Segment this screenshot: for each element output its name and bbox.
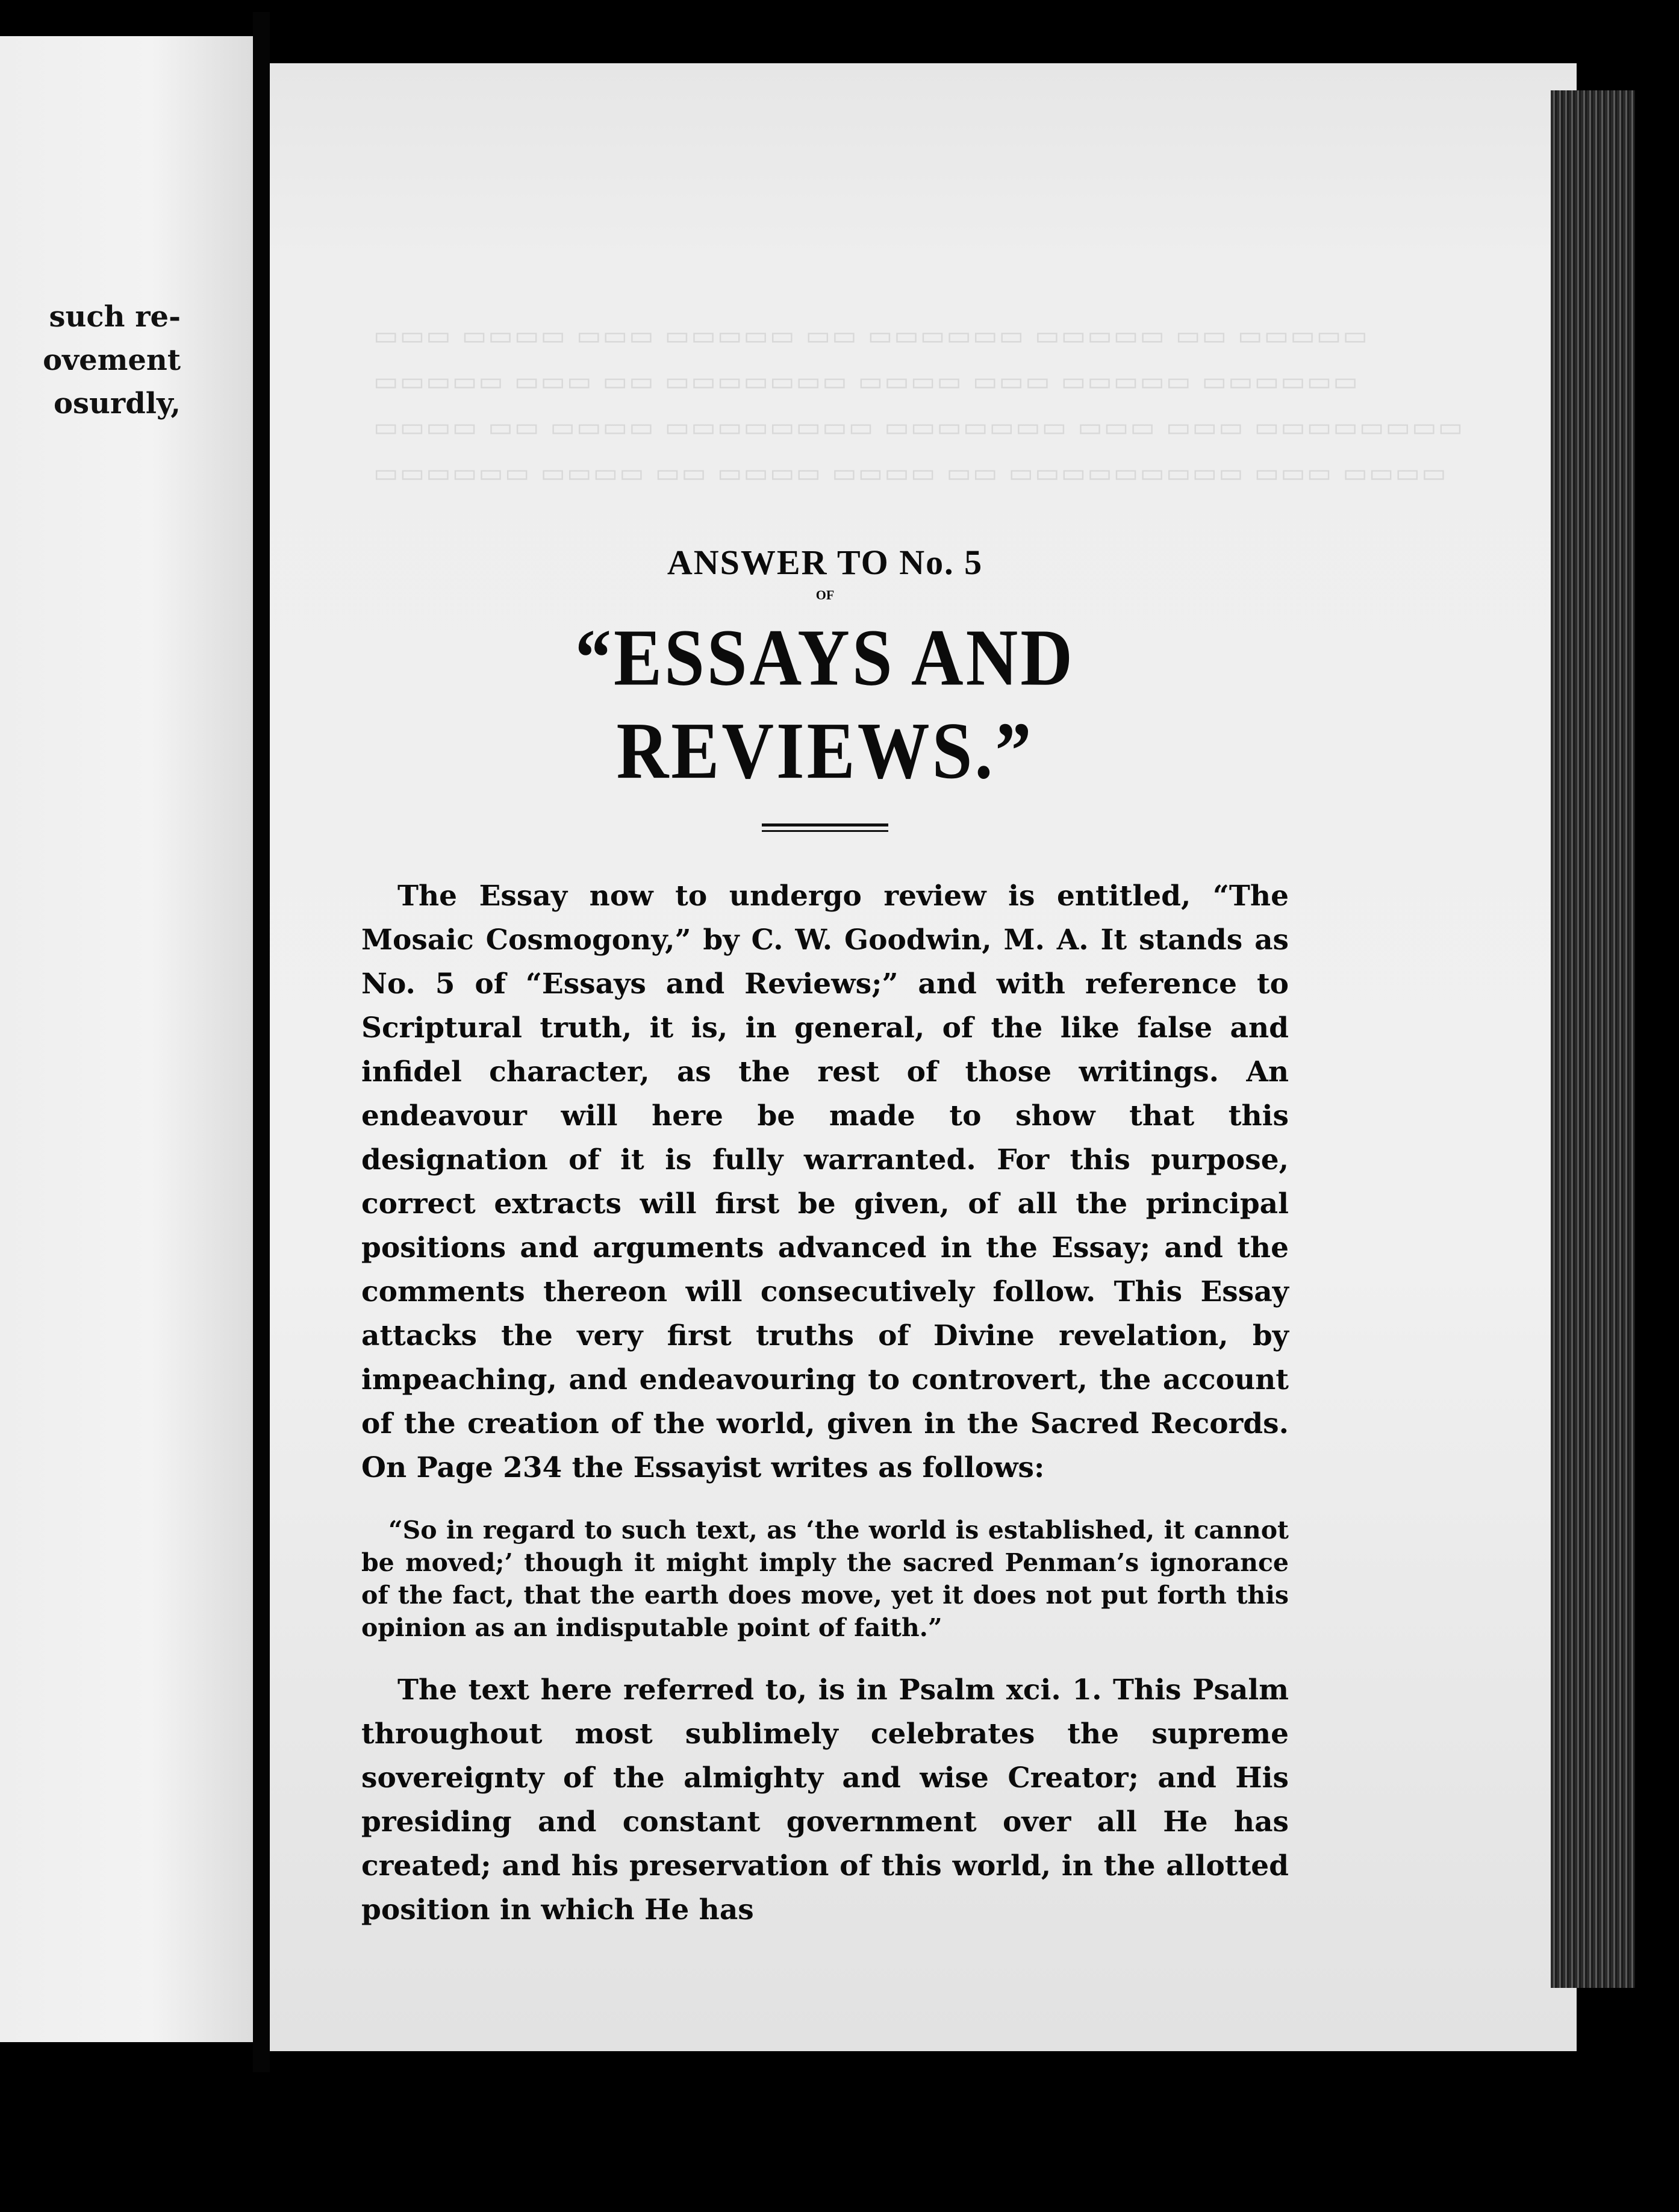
double-rule [762, 823, 888, 832]
essay-title: “ESSAYS AND REVIEWS.” [575, 612, 1075, 796]
body-paragraph-2: The text here referred to, is in Psalm xci. 1. This Psalm throughout most sublimely celebrates the supreme sovereignty of the almighty and wise Creator; and His presiding and constant government over all He has created; and his preservation of this world, in the allotted position in which He has [361, 1673, 1289, 1926]
previous-page [0, 36, 253, 2042]
fragment-line-3: osurdly, [53, 387, 181, 420]
previous-page-text [0, 295, 181, 425]
of-word: OF [815, 587, 835, 602]
title-rule [361, 823, 1289, 832]
page-content [361, 542, 1289, 1932]
page-block-edge [1551, 90, 1635, 1988]
fragment-line-2: ovement [43, 343, 181, 377]
fragment-line-1: such re- [49, 300, 181, 334]
book-gutter [253, 12, 270, 2072]
body-paragraph-1: The Essay now to undergo review is entitled, “The Mosaic Cosmogony,” by C. W. Goodwin, M. A. It stands as No. 5 of “Essays and Reviews;” and with reference to Scriptural truth, it is, in general, of the like false and infidel character, as the rest of those writings. An endeavour will here be made to show that this designation of it is fully warranted. For this purpose, correct extracts will first be given, of all the principal positions and arguments advanced in the Essay; and the comments thereon will consecutively follow. This Essay attacks the very first truths of Divine revelation, by impeaching, and endeavouring to controvert, the account of the creation of the world, given in the Sacred Records. On Page 234 the Essayist writes as follows: [361, 879, 1289, 1484]
bleed-through-texture: ▭▭▭ ▭▭▭▭ ▭▭▭ ▭▭▭▭▭ ▭▭ ▭▭▭▭▭▭ ▭▭▭▭▭ ▭▭ ▭▭▭▭▭ ▭▭▭▭▭ ▭▭▭ ▭▭ ▭▭▭▭▭▭▭ ▭▭▭▭ ▭▭▭ ▭▭▭▭▭ ▭▭▭▭▭▭ ▭▭▭▭ ▭▭ ▭▭▭▭ ▭▭▭▭▭▭▭▭ ▭▭▭▭▭▭▭ ▭▭▭ ▭▭▭ ▭▭▭▭▭▭▭▭ ▭▭▭▭▭▭ ▭▭▭▭ ▭▭ ▭▭▭▭ ▭▭▭▭ ▭▭ ▭▭▭▭▭▭▭▭▭ ▭▭▭ ▭▭▭▭ [373, 320, 1465, 489]
block-quote: “So in regard to such text, as ‘the world is established, it cannot be moved;’ though it might imply the sacred Penman’s ignorance of the fact, that the earth does move, yet it does not put forth this opinion as an indisputable point of faith.” [361, 1516, 1289, 1642]
answer-heading: ANSWER TO No. 5 [667, 543, 983, 582]
